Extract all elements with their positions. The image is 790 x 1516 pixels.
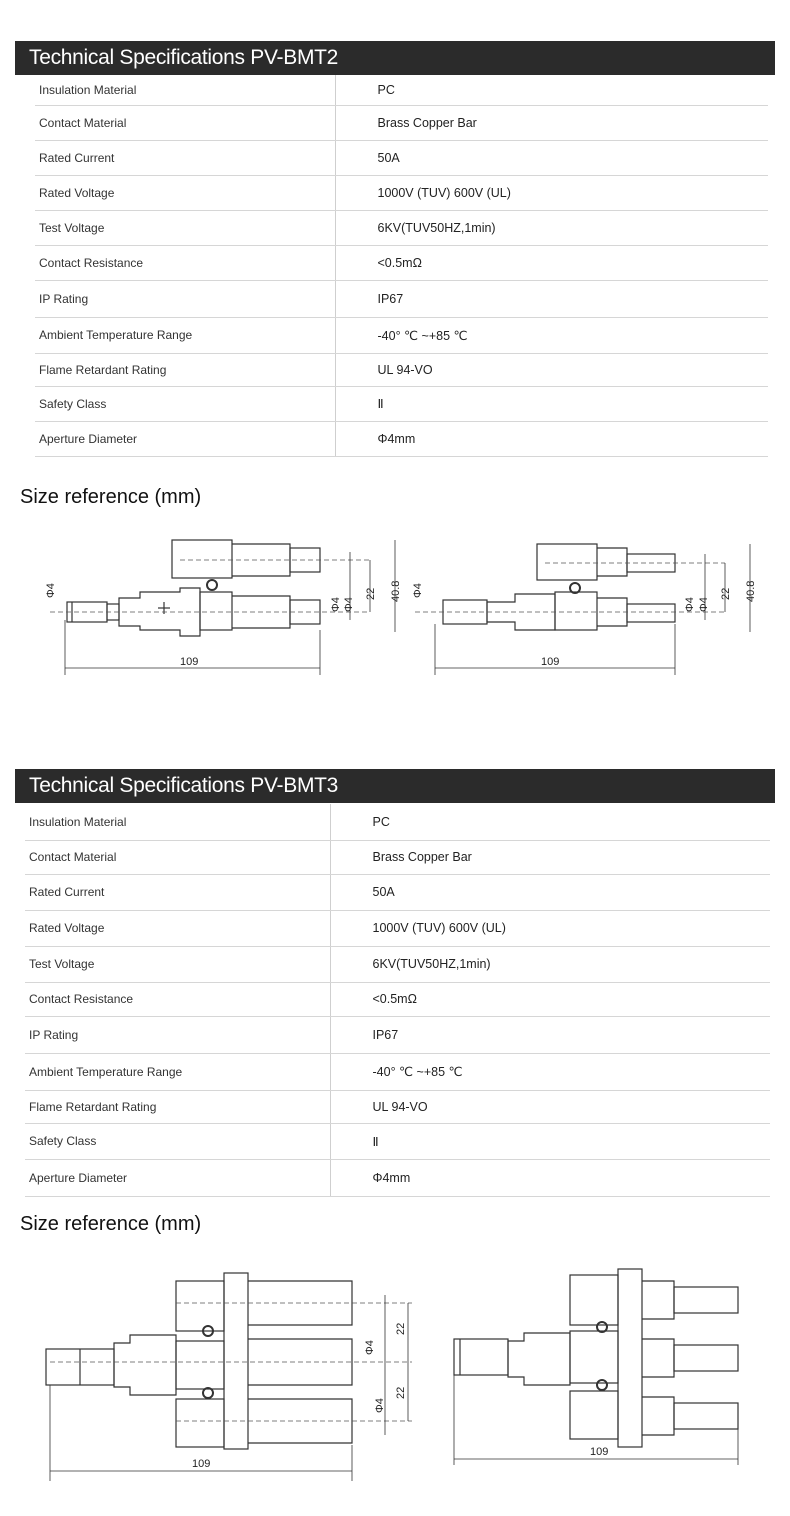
spec-value: -40° ℃ ~+85 ℃	[335, 317, 768, 353]
spec-row	[25, 840, 770, 874]
spec-row	[35, 317, 768, 353]
spec-row	[35, 105, 768, 140]
spec-label: IP Rating	[25, 1016, 330, 1053]
spec-value: IP67	[330, 1016, 770, 1053]
dim-spacing: 22	[365, 587, 377, 600]
spec-label: IP Rating	[35, 280, 335, 317]
dim-phi-right-a: Φ4	[684, 597, 696, 612]
spec-value: Ⅱ	[330, 1123, 770, 1159]
spec-label: Contact Resistance	[35, 245, 335, 280]
spec-row	[25, 1123, 770, 1159]
dim-phi-right-a: Φ4	[330, 597, 342, 612]
dim-phi-left: Φ4	[45, 583, 57, 598]
dim-spacing: 22	[720, 587, 732, 600]
spec-label: Rated Voltage	[25, 910, 330, 946]
dim-phi-right-b: Φ4	[343, 597, 355, 612]
spec-label: Insulation Material	[35, 75, 335, 105]
spec-row	[25, 1016, 770, 1053]
spec-row	[25, 982, 770, 1016]
spec-label: Ambient Temperature Range	[25, 1053, 330, 1090]
spec-row	[35, 175, 768, 210]
dim-spacing-top: 22	[395, 1322, 407, 1335]
spec-row	[35, 386, 768, 421]
spec-label: Contact Material	[25, 840, 330, 874]
spec-value: -40° ℃ ~+85 ℃	[330, 1053, 770, 1090]
spec-label: Test Voltage	[35, 210, 335, 245]
dim-height: 40.8	[745, 580, 757, 602]
spec-row	[25, 874, 770, 910]
dim-phi-right-b: Φ4	[698, 597, 710, 612]
connector-diagram-bmt2-right	[405, 530, 775, 680]
spec-row	[35, 353, 768, 386]
spec-label: Flame Retardant Rating	[25, 1090, 330, 1123]
spec-row	[35, 210, 768, 245]
spec-value: <0.5mΩ	[330, 982, 770, 1016]
connector-diagram-bmt3-left	[40, 1265, 430, 1495]
spec-label: Rated Current	[35, 140, 335, 175]
dim-spacing-bottom: 22	[395, 1386, 407, 1399]
spec-row	[25, 946, 770, 982]
spec-label: Ambient Temperature Range	[35, 317, 335, 353]
dim-height: 40.8	[390, 580, 402, 602]
spec-row	[35, 140, 768, 175]
spec-label: Contact Material	[35, 105, 335, 140]
spec-value: 6KV(TUV50HZ,1min)	[335, 210, 768, 245]
spec-label: Contact Resistance	[25, 982, 330, 1016]
spec-label: Safety Class	[25, 1123, 330, 1159]
spec-label: Aperture Diameter	[25, 1159, 330, 1196]
dim-length: 109	[541, 656, 560, 668]
spec-row	[35, 245, 768, 280]
spec-value: Brass Copper Bar	[335, 105, 768, 140]
spec-row	[35, 421, 768, 456]
dim-phi-left: Φ4	[412, 583, 424, 598]
spec-value: UL 94-VO	[330, 1090, 770, 1123]
spec-value: Brass Copper Bar	[330, 840, 770, 874]
spec-label: Flame Retardant Rating	[35, 353, 335, 386]
spec-value: Φ4mm	[330, 1159, 770, 1196]
connector-diagram-bmt3-right	[440, 1265, 760, 1495]
spec-label: Aperture Diameter	[35, 421, 335, 456]
spec-label: Rated Voltage	[35, 175, 335, 210]
section-title-pv-bmt3: Technical Specifications PV-BMT3	[15, 769, 775, 803]
section-title-pv-bmt2: Technical Specifications PV-BMT2	[15, 41, 775, 75]
spec-value: PC	[335, 75, 768, 105]
spec-label: Test Voltage	[25, 946, 330, 982]
spec-row	[25, 1053, 770, 1090]
dim-length: 109	[192, 1458, 211, 1470]
dim-phi-bottom: Φ4	[374, 1398, 386, 1413]
spec-value: Φ4mm	[335, 421, 768, 456]
spec-row	[35, 75, 768, 105]
spec-row	[25, 910, 770, 946]
spec-row	[35, 280, 768, 317]
spec-value: 1000V (TUV) 600V (UL)	[330, 910, 770, 946]
spec-value: <0.5mΩ	[335, 245, 768, 280]
connector-diagram-bmt2-left	[40, 530, 410, 680]
dim-length: 109	[590, 1446, 609, 1458]
spec-table-pv-bmt2	[35, 75, 768, 457]
spec-label: Safety Class	[35, 386, 335, 421]
spec-row	[25, 1159, 770, 1196]
spec-row	[25, 804, 770, 840]
spec-table-pv-bmt3	[25, 804, 770, 1197]
spec-value: UL 94-VO	[335, 353, 768, 386]
dim-length: 109	[180, 656, 199, 668]
size-reference-title-2: Size reference (mm)	[20, 1213, 202, 1235]
spec-value: Ⅱ	[335, 386, 768, 421]
spec-value: 50A	[330, 874, 770, 910]
spec-value: PC	[330, 804, 770, 840]
dim-phi-top: Φ4	[364, 1340, 376, 1355]
spec-label: Rated Current	[25, 874, 330, 910]
spec-value: 1000V (TUV) 600V (UL)	[335, 175, 768, 210]
spec-row	[25, 1090, 770, 1123]
spec-value: IP67	[335, 280, 768, 317]
spec-value: 50A	[335, 140, 768, 175]
spec-value: 6KV(TUV50HZ,1min)	[330, 946, 770, 982]
spec-label: Insulation Material	[25, 804, 330, 840]
size-reference-title: Size reference (mm)	[20, 486, 202, 508]
